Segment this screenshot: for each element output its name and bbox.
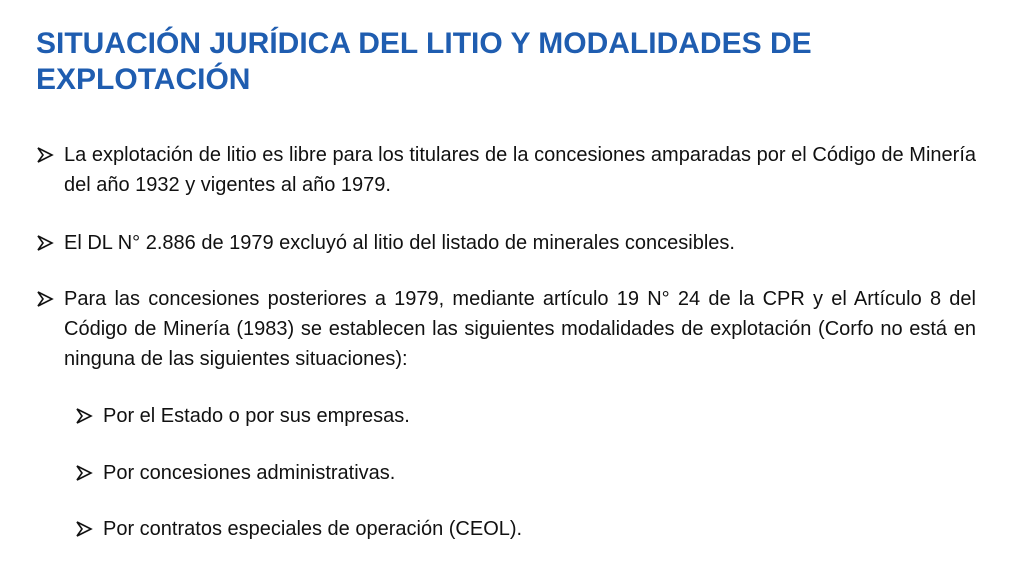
bullet-text: La explotación de litio es libre para los titulares de la concesiones amparadas por el Código de Minería del año 1932 y vigentes al año 1979. xyxy=(64,144,976,196)
arrowhead-bullet-icon xyxy=(75,401,103,431)
arrowhead-bullet-icon xyxy=(75,514,103,544)
slide-title: SITUACIÓN JURÍDICA DEL LITIO Y MODALIDADES DE EXPLOTACIÓN xyxy=(36,27,812,96)
sub-bullet-item xyxy=(75,514,975,544)
bullet-text: Para las concesiones posteriores a 1979, mediante artículo 19 N° 24 de la CPR y el Artículo 8 del Código de Minería (1983) se establecen las siguientes modalidades de explotación (Corfo no está en ninguna de las siguientes situaciones): xyxy=(64,288,976,370)
bullet-text: El DL N° 2.886 de 1979 excluyó al litio del listado de minerales concesibles. xyxy=(64,232,735,254)
sub-bullet-text: Por concesiones administrativas. xyxy=(103,462,396,484)
bullet-item xyxy=(36,284,976,374)
sub-bullet-text: Por el Estado o por sus empresas. xyxy=(103,405,410,427)
sub-bullet-item xyxy=(75,401,975,431)
sub-bullet-text: Por contratos especiales de operación (CEOL). xyxy=(103,518,523,540)
bullet-item xyxy=(36,140,976,200)
sub-bullet-item xyxy=(75,458,975,488)
arrowhead-bullet-icon xyxy=(36,228,64,258)
arrowhead-bullet-icon xyxy=(75,458,103,488)
arrowhead-bullet-icon xyxy=(36,140,64,170)
bullet-item xyxy=(36,228,976,258)
arrowhead-bullet-icon xyxy=(36,284,64,314)
